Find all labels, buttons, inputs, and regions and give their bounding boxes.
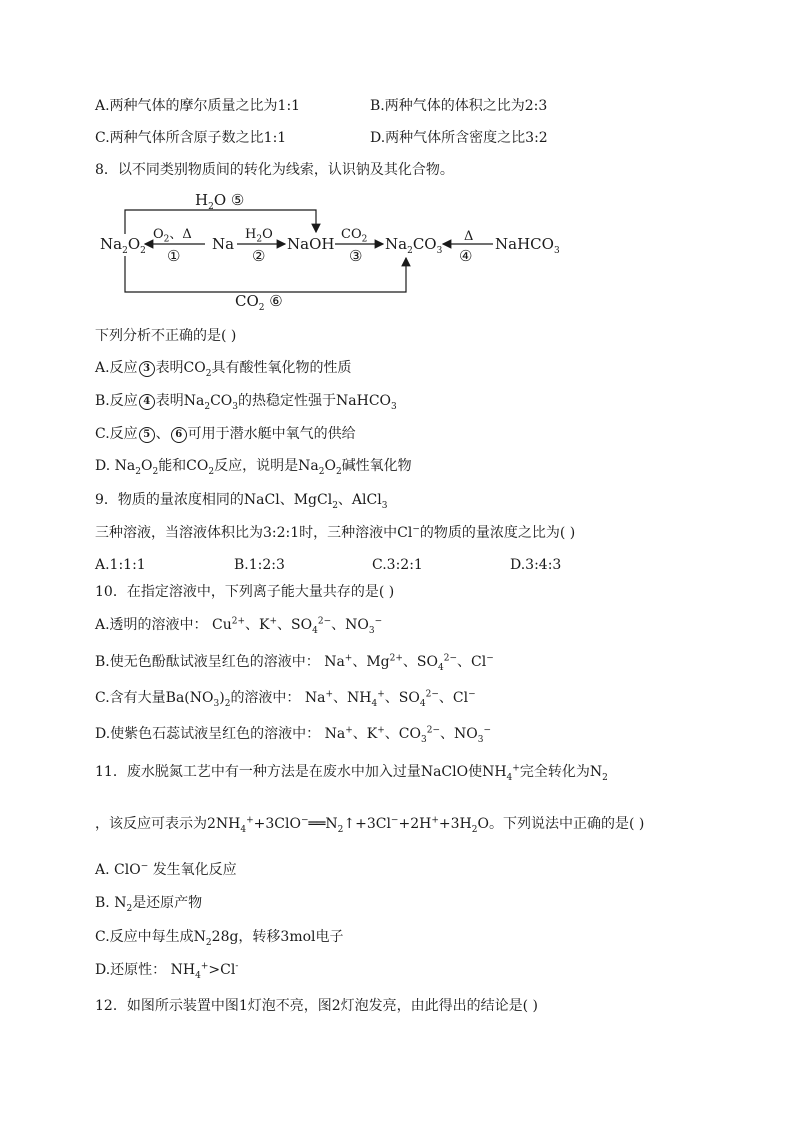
q10-option-a: A.透明的溶液中： $Cu^{2+}$、K+、$SO_4^{2-}$、$NO_3^-$ (95, 616, 383, 636)
circled-number: 3 (139, 361, 155, 377)
q7-option-d: D.两种气体所含密度之比3:2 (370, 130, 548, 146)
q8-option-c: C.反应 5 、 6 可用于潜水艇中氧气的供给 (95, 426, 356, 442)
label-na: Na (212, 235, 235, 253)
sodium-conversion-diagram (95, 188, 575, 318)
circled-number: 4 (139, 394, 155, 410)
label-nahco3: NaHCO$_3$ (495, 235, 560, 256)
label-r3-num: ③ (349, 247, 363, 265)
q8-stem: 8．以不同类别物质间的转化为线索，认识钠及其化合物。 (95, 162, 454, 178)
q11-option-c: C.反应中每生成$N_228g$，转移3mol电子 (95, 929, 344, 948)
q8-option-b: B.反应 4 表明$Na_2CO_3$的热稳定性强于NaHCO$_3$ (95, 393, 397, 412)
label-r5: $H_2O$ ⑤ (195, 191, 245, 212)
q11-stem-line2: ，该反应可表示为$2NH_4^++3ClO^-══N_2↑+3Cl^-+2H^++3H_2O$。下列说法中正确的是( ) (95, 815, 645, 835)
label-r1-num: ① (167, 247, 181, 265)
q7-option-b: B.两种气体的体积之比为2:3 (370, 98, 548, 114)
q12-stem: 12．如图所示装置中图1灯泡不亮，图2灯泡发亮，由此得出的结论是( ) (95, 998, 539, 1014)
q8-option-d: D. $Na_2O_2$能和$CO_2$反应，说明是$Na_2O_2$碱性氧化物 (95, 458, 412, 477)
q9-option-c: C.3:2:1 (372, 557, 423, 573)
circled-number: 6 (171, 427, 187, 443)
q11-option-b: B. $N_2$是还原产物 (95, 895, 203, 914)
q7-option-c: C.两种气体所含原子数之比1:1 (95, 130, 287, 146)
q8-option-a: A.反应 3 表明$CO_2$具有酸性氧化物的性质 (95, 360, 352, 379)
label-r2-cond: $H_2O$ (245, 227, 273, 245)
label-naoh: NaOH (287, 235, 335, 253)
label-r4-num: ④ (459, 247, 473, 265)
circled-number: 5 (139, 427, 155, 443)
q11-option-a: A. ClO− 发生氧化反应 (95, 861, 237, 878)
q9-stem-line2: 三种溶液，当溶液体积比为3:2:1时，三种溶液中Cl−的物质的量浓度之比为( ) (95, 524, 576, 541)
q9-stem: 9．物质的量浓度相同的NaCl、MgCl$_2$、AlCl$_3$ (95, 492, 388, 511)
label-r3-cond: $CO_2$ (341, 227, 368, 245)
q10-option-d: D.使紫色石蕊试液呈红色的溶液中： Na+、K+、$CO_3^{2-}$、$NO_3^-$ (95, 725, 492, 745)
label-r2-num: ② (252, 247, 266, 265)
label-na2o2: $Na_2O_2$ (100, 235, 146, 256)
q8-question: 下列分析不正确的是( ) (95, 328, 237, 344)
q10-option-b: B.使无色酚酞试液呈红色的溶液中： Na+、$Mg^{2+}$、$SO_4^{2-}$、Cl− (95, 653, 494, 673)
label-r6: $CO_2$ ⑥ (235, 292, 283, 313)
q11-option-d: D.还原性： $NH_4^+>Cl^-$ (95, 961, 239, 981)
label-na2co3: $Na_2CO_3$ (385, 235, 443, 256)
label-r1-cond: $O_2$、Δ (153, 227, 192, 245)
q9-option-d: D.3:4:3 (510, 557, 562, 573)
q9-option-a: A.1:1:1 (95, 557, 146, 573)
q9-option-b: B.1:2:3 (234, 557, 285, 573)
q7-option-a: A.两种气体的摩尔质量之比为1:1 (95, 98, 301, 114)
q11-stem: 11．废水脱氮工艺中有一种方法是在废水中加入过量NaClO使$NH_4^+$完全转化为$N_2$ (95, 763, 608, 783)
label-r4-cond: Δ (464, 229, 474, 244)
q10-option-c: C.含有大量$Ba(NO_3)_2$的溶液中： Na+、$NH_4^+$、$SO_4^{2-}$、Cl− (95, 689, 476, 709)
q10-stem: 10．在指定溶液中，下列离子能大量共存的是( ) (95, 584, 395, 600)
